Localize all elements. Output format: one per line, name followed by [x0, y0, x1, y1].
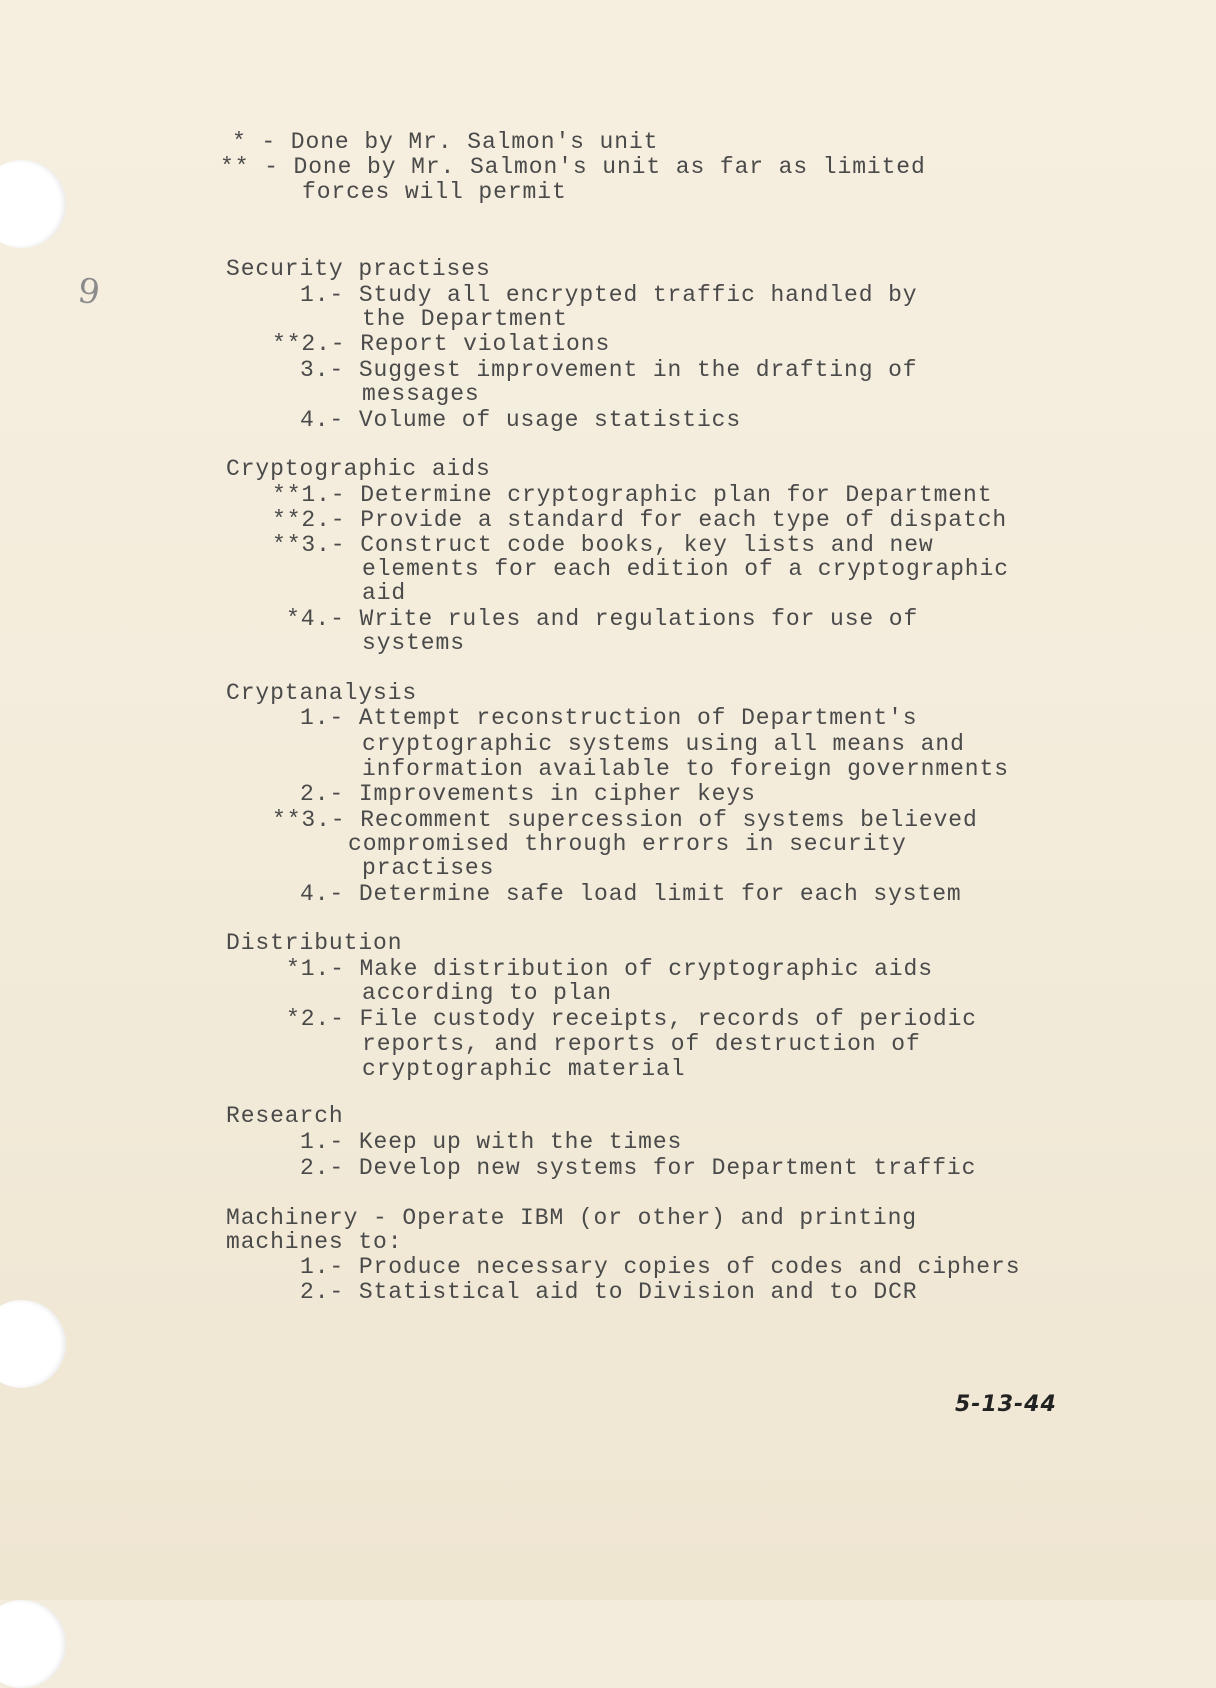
punch-hole-bottom-offscreen: [0, 1600, 66, 1688]
section-title-cryptographic-aids: Cryptographic aids: [226, 456, 491, 482]
security-item-1-cont: the Department: [362, 306, 568, 332]
security-item-3-cont: messages: [362, 381, 480, 407]
research-item-2: 2.- Develop new systems for Department traffic: [300, 1155, 977, 1181]
cryptanalysis-item-3: **3.- Recomment supercession of systems believed: [272, 807, 978, 833]
machinery-item-2: 2.- Statistical aid to Division and to DCR: [300, 1279, 918, 1305]
crypto-aids-item-3: **3.- Construct code books, key lists and new: [272, 532, 934, 558]
distribution-item-1: *1.- Make distribution of cryptographic aids: [286, 956, 933, 982]
distribution-item-1-cont: according to plan: [362, 980, 612, 1006]
distribution-item-2-cont-2: cryptographic material: [362, 1056, 686, 1082]
security-item-3: 3.- Suggest improvement in the drafting of: [300, 357, 918, 383]
security-item-4: 4.- Volume of usage statistics: [300, 407, 742, 433]
crypto-aids-item-4: *4.- Write rules and regulations for use of: [286, 606, 919, 632]
cryptanalysis-item-3-cont-2: practises: [362, 855, 495, 881]
distribution-item-2-cont-1: reports, and reports of destruction of: [362, 1031, 921, 1057]
cryptanalysis-item-2: 2.- Improvements in cipher keys: [300, 781, 756, 807]
cryptanalysis-item-1-cont-2: information available to foreign governments: [362, 756, 1009, 782]
legend-line-1: * - Done by Mr. Salmon's unit: [232, 129, 659, 155]
legend-line-2: ** - Done by Mr. Salmon's unit as far as limited: [220, 154, 926, 180]
cryptanalysis-item-1: 1.- Attempt reconstruction of Department's: [300, 705, 918, 731]
research-item-1: 1.- Keep up with the times: [300, 1129, 683, 1155]
section-title-machinery-cont: machines to:: [226, 1229, 403, 1255]
crypto-aids-item-3-cont-1: elements for each edition of a cryptographic: [362, 556, 1009, 582]
cryptanalysis-item-3-cont-1: compromised through errors in security: [348, 831, 907, 857]
legend-line-3: forces will permit: [302, 179, 567, 205]
distribution-item-2: *2.- File custody receipts, records of periodic: [286, 1006, 978, 1032]
crypto-aids-item-3-cont-2: aid: [362, 580, 407, 606]
crypto-aids-item-4-cont: systems: [362, 630, 465, 656]
security-item-2: **2.- Report violations: [272, 331, 611, 357]
handwritten-date: 5-13-44: [955, 1392, 1057, 1417]
section-title-machinery: Machinery - Operate IBM (or other) and printing: [226, 1205, 918, 1231]
cryptanalysis-item-1-cont-1: cryptographic systems using all means and: [362, 731, 965, 757]
section-title-cryptanalysis: Cryptanalysis: [226, 680, 418, 706]
crypto-aids-item-1: **1.- Determine cryptographic plan for Department: [272, 482, 993, 508]
machinery-item-1: 1.- Produce necessary copies of codes and ciphers: [300, 1254, 1021, 1280]
section-title-research: Research: [226, 1103, 344, 1129]
security-item-1: 1.- Study all encrypted traffic handled by: [300, 282, 918, 308]
section-title-distribution: Distribution: [226, 930, 403, 956]
section-title-security: Security practises: [226, 256, 491, 282]
handwritten-page-number: 9: [75, 270, 103, 314]
crypto-aids-item-2: **2.- Provide a standard for each type of dispatch: [272, 507, 1008, 533]
punch-hole-bottom: [0, 1300, 66, 1388]
punch-hole-top: [0, 160, 66, 248]
cryptanalysis-item-4: 4.- Determine safe load limit for each system: [300, 881, 962, 907]
